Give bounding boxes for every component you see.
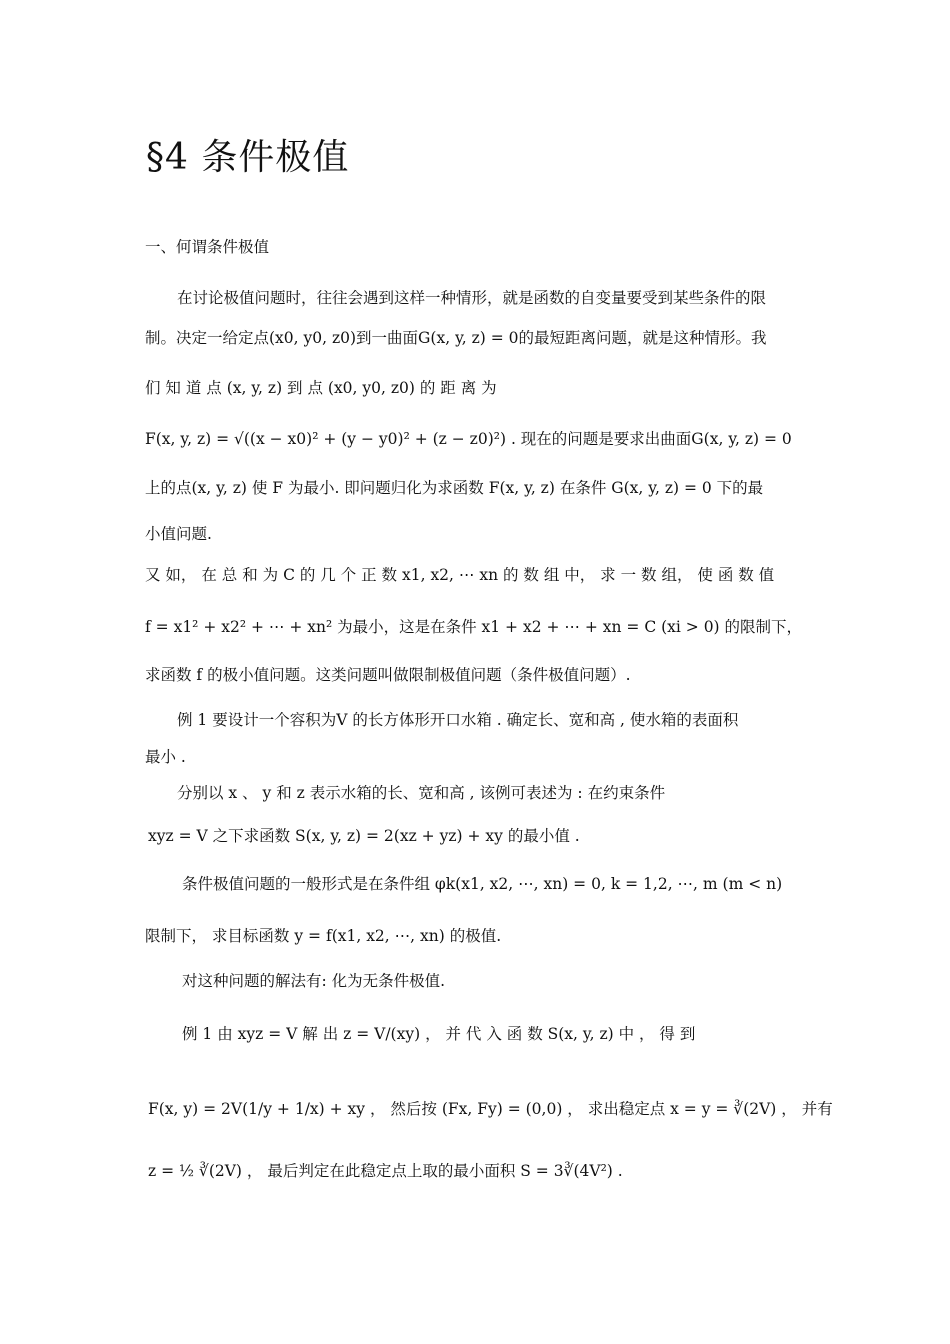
section-heading: 一、何谓条件极值 [145,238,270,256]
text-line-15: 限制下， 求目标函数 y = f(x1, x2, ⋯, xn) 的极值. [145,927,502,945]
page-title: §4 条件极值 [146,137,350,178]
text-line-12: 分别以 x 、 y 和 z 表示水箱的长、宽和高 , 该例可表述为 : 在约束条件 [177,784,666,802]
text-line-13: xyz = V 之下求函数 S(x, y, z) = 2(xz + yz) + xy 的最小值 . [148,827,580,845]
text-line-4: F(x, y, z) = √((x − x0)² + (y − y0)² + (z − z0)²) . 现在的问题是要求出曲面G(x, y, z) = 0 [145,430,792,448]
text-line-2: 制。决定一给定点(x0, y0, z0)到一曲面G(x, y, z) = 0的最短距离问题，就是这种情形。我 [145,329,767,347]
text-line-7: 又 如， 在 总 和 为 C 的 几 个 正 数 x1, x2, ⋯ xn 的 数 组 中， 求 一 数 组， 使 函 数 值 [145,566,775,584]
text-line-1: 在讨论极值问题时，往往会遇到这样一种情形，就是函数的自变量要受到某些条件的限 [177,289,767,307]
text-line-9: 求函数 f 的极小值问题。这类问题叫做限制极值问题（条件极值问题）. [145,666,631,684]
text-line-8: f = x1² + x2² + ⋯ + xn² 为最小，这是在条件 x1 + x2 + ⋯ + xn = C (xi > 0) 的限制下， [145,618,803,636]
text-line-3: 们 知 道 点 (x, y, z) 到 点 (x0, y0, z0) 的 距 离 为 [145,379,497,397]
text-line-11: 最小 . [145,748,186,766]
text-line-16: 对这种问题的解法有: 化为无条件极值. [182,972,446,990]
text-line-10: 例 1 要设计一个容积为V 的长方体形开口水箱 . 确定长、宽和高 , 使水箱的表面积 [177,711,739,729]
text-line-18: F(x, y) = 2V(1/y + 1/x) + xy ， 然后按 (Fx, Fy) = (0,0) ， 求出稳定点 x = y = ∛(2V) ， 并有 [148,1100,833,1118]
text-line-19: z = ½ ∛(2V) ， 最后判定在此稳定点上取的最小面积 S = 3∛(4V²) . [148,1162,623,1180]
text-line-14: 条件极值问题的一般形式是在条件组 φk(x1, x2, ⋯, xn) = 0, k = 1,2, ⋯, m (m < n) [182,875,783,893]
text-line-6: 小值问题. [145,525,212,543]
text-line-5: 上的点(x, y, z) 使 F 为最小. 即问题归化为求函数 F(x, y, z) 在条件 G(x, y, z) = 0 下的最 [145,479,764,497]
text-line-17: 例 1 由 xyz = V 解 出 z = V/(xy) ， 并 代 入 函 数 S(x, y, z) 中 ， 得 到 [182,1025,696,1043]
